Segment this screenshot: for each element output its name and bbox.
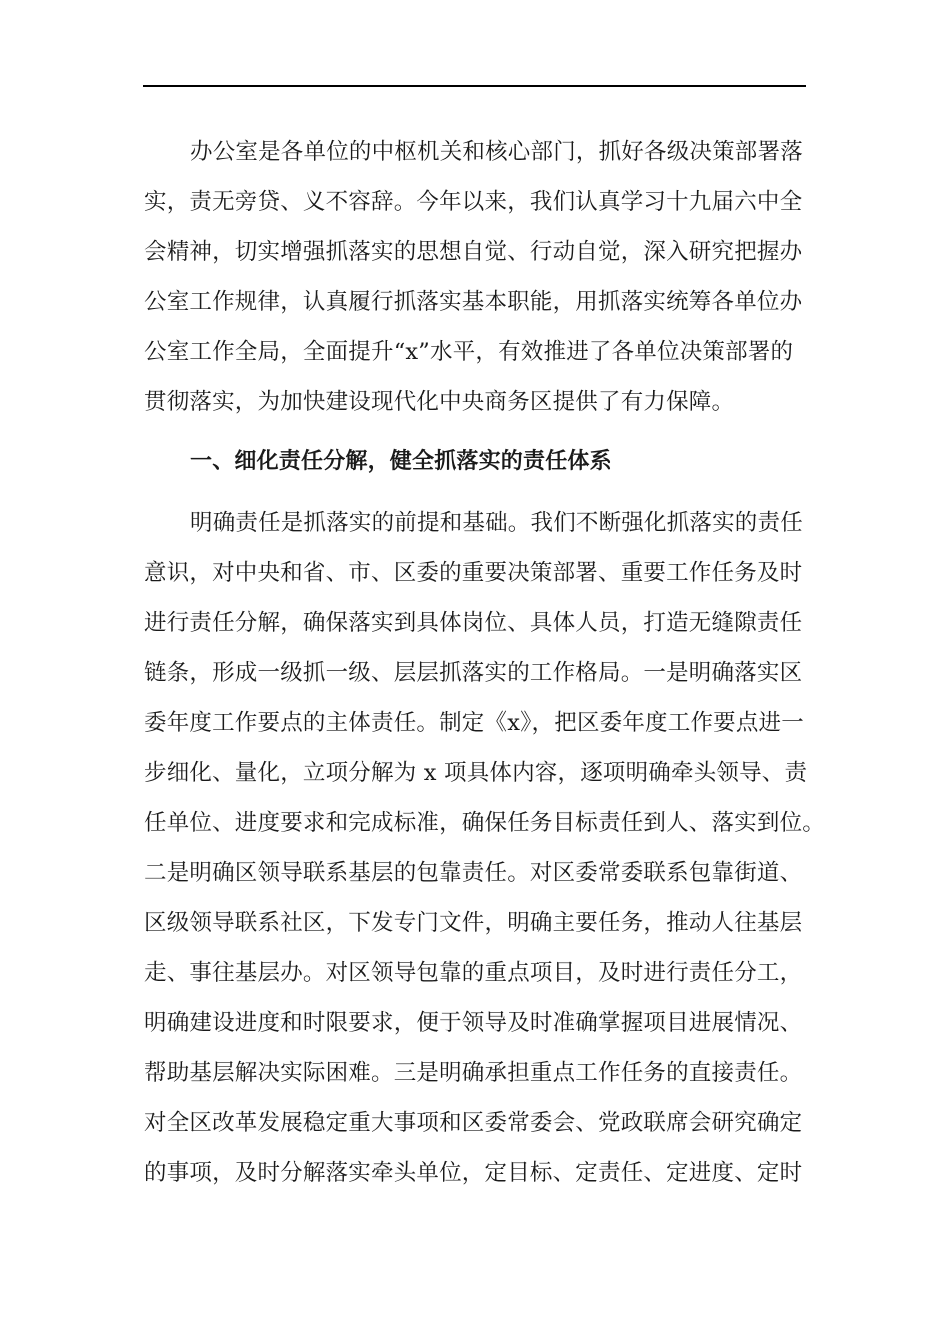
intro-line: 办公室是各单位的中枢机关和核心部门，抓好各级决策部署落 bbox=[190, 139, 803, 165]
body-line: 步细化、量化，立项分解为 x 项具体内容，逐项明确牵头领导、责 bbox=[144, 760, 808, 786]
intro-line: 会精神，切实增强抓落实的思想自觉、行动自觉，深入研究把握办 bbox=[144, 239, 803, 265]
body-line: 区级领导联系社区，下发专门文件，明确主要任务，推动人往基层 bbox=[144, 910, 803, 936]
body-line: 进行责任分解，确保落实到具体岗位、具体人员，打造无缝隙责任 bbox=[144, 610, 803, 636]
body-line: 二是明确区领导联系基层的包靠责任。对区委常委联系包靠街道、 bbox=[144, 860, 803, 886]
section-heading: 一、细化责任分解，健全抓落实的责任体系 bbox=[190, 449, 612, 474]
intro-line: 公室工作全局，全面提升“x”水平，有效推进了各单位决策部署的 bbox=[144, 339, 794, 365]
body-line: 明确建设进度和时限要求，便于领导及时准确掌握项目进展情况、 bbox=[144, 1010, 803, 1036]
body-line: 链条，形成一级抓一级、层层抓落实的工作格局。一是明确落实区 bbox=[144, 660, 803, 686]
header-rule bbox=[143, 85, 806, 87]
intro-line: 实，责无旁贷、义不容辞。今年以来，我们认真学习十九届六中全 bbox=[144, 189, 803, 215]
body-line: 任单位、进度要求和完成标准，确保任务目标责任到人、落实到位。 bbox=[144, 810, 826, 836]
intro-line: 贯彻落实，为加快建设现代化中央商务区提供了有力保障。 bbox=[144, 389, 735, 415]
body-line: 帮助基层解决实际困难。三是明确承担重点工作任务的直接责任。 bbox=[144, 1060, 803, 1086]
intro-line: 公室工作规律，认真履行抓落实基本职能，用抓落实统筹各单位办 bbox=[144, 289, 803, 315]
body-line: 意识，对中央和省、市、区委的重要决策部署、重要工作任务及时 bbox=[144, 560, 803, 586]
body-line: 的事项，及时分解落实牵头单位，定目标、定责任、定进度、定时 bbox=[144, 1160, 803, 1186]
body-line: 对全区改革发展稳定重大事项和区委常委会、党政联席会研究确定 bbox=[144, 1110, 803, 1136]
body-line: 走、事往基层办。对区领导包靠的重点项目，及时进行责任分工， bbox=[144, 960, 803, 986]
body-line: 委年度工作要点的主体责任。制定《x》，把区委年度工作要点进一 bbox=[144, 710, 804, 736]
body-line: 明确责任是抓落实的前提和基础。我们不断强化抓落实的责任 bbox=[190, 510, 803, 536]
